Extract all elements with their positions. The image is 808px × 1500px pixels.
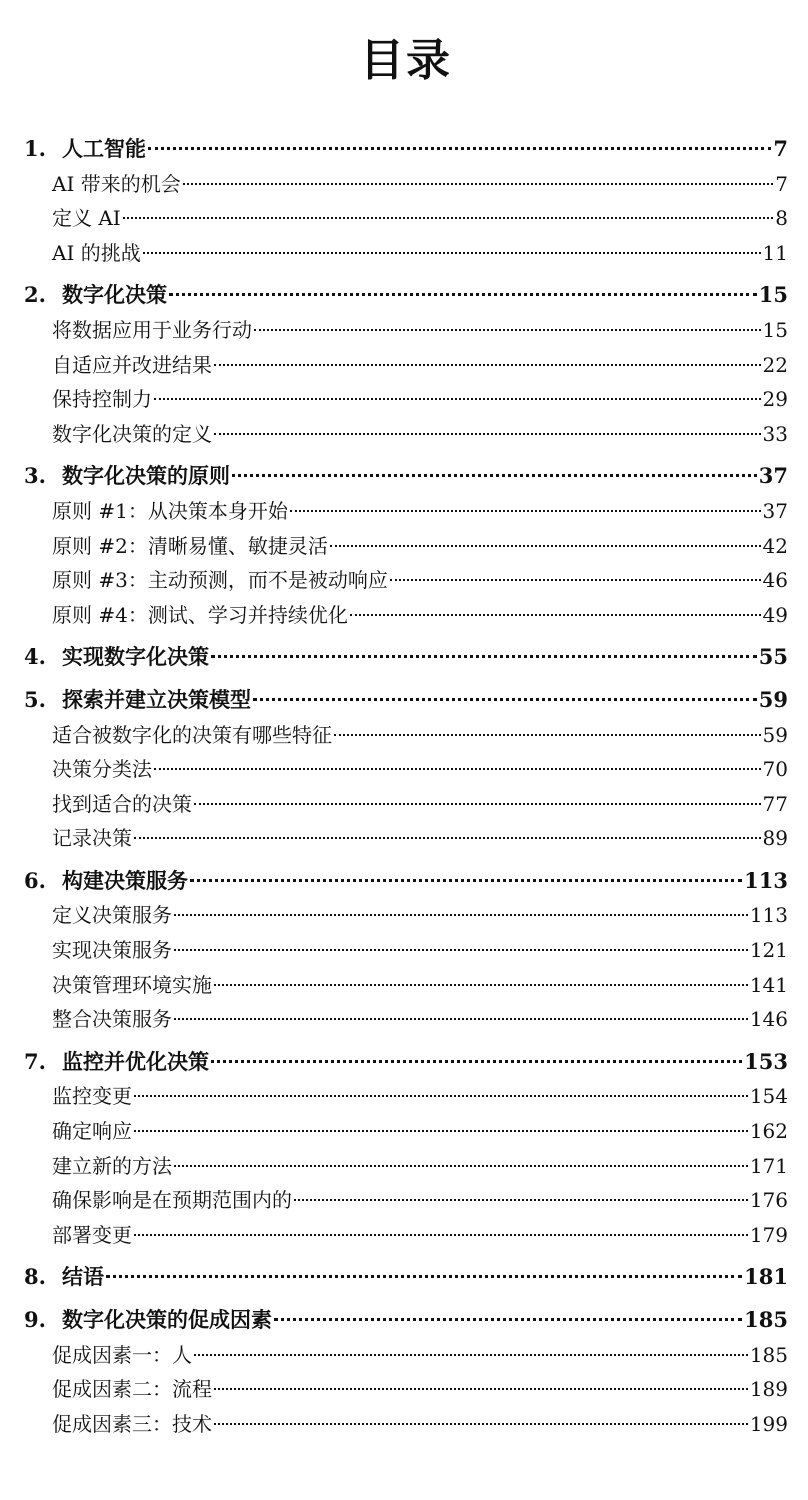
- toc-chapter-entry[interactable]: [24, 864, 788, 899]
- section-title: AI 带来的机会: [52, 171, 181, 196]
- dot-leader: [253, 698, 757, 701]
- toc-section-entry[interactable]: [24, 1338, 788, 1373]
- chapter-title: 构建决策服务: [62, 867, 188, 893]
- section-title: 原则 #3：主动预测，而不是被动响应: [52, 568, 388, 593]
- dot-leader: [154, 768, 761, 770]
- dot-leader: [174, 1018, 748, 1020]
- section-page-number: 15: [762, 317, 788, 342]
- toc-chapter-entry[interactable]: [24, 1260, 788, 1295]
- toc-section-entry[interactable]: [24, 313, 788, 348]
- section-title: 定义决策服务: [52, 903, 172, 928]
- section-page-number: 189: [749, 1377, 788, 1402]
- section-page-number: 11: [762, 240, 788, 265]
- chapter-number: 1.: [24, 136, 46, 161]
- section-title: 确定响应: [52, 1119, 132, 1144]
- section-page-number: 7: [775, 171, 788, 196]
- section-title: 将数据应用于业务行动: [52, 317, 252, 342]
- toc-chapter: [24, 1260, 788, 1295]
- toc-section-entry[interactable]: [24, 563, 788, 598]
- section-title: 定义 AI: [52, 206, 121, 231]
- section-title: 数字化决策的定义: [52, 421, 212, 446]
- dot-leader: [390, 579, 761, 581]
- dot-leader: [148, 147, 771, 150]
- chapter-number: 5.: [24, 686, 46, 712]
- dot-leader: [106, 1275, 742, 1278]
- section-title: 自适应并改进结果: [52, 352, 212, 377]
- toc-chapter: [24, 132, 788, 270]
- dot-leader: [134, 1130, 748, 1132]
- toc-chapter: [24, 278, 788, 451]
- chapter-title: 监控并优化决策: [62, 1048, 209, 1074]
- section-page-number: 77: [762, 791, 788, 816]
- toc-section-entry[interactable]: [24, 529, 788, 564]
- dot-leader: [143, 252, 761, 254]
- dot-leader: [214, 1423, 748, 1425]
- section-page-number: 49: [762, 602, 788, 627]
- section-page-number: 171: [749, 1153, 788, 1178]
- chapter-number: 6.: [24, 867, 46, 893]
- toc-chapter-entry[interactable]: [24, 459, 788, 494]
- chapter-page-number: 185: [744, 1307, 788, 1332]
- toc-section-entry[interactable]: [24, 417, 788, 452]
- chapter-title: 实现数字化决策: [62, 644, 209, 670]
- section-title: AI 的挑战: [52, 240, 141, 265]
- toc-section-entry[interactable]: [24, 236, 788, 271]
- toc-section-entry[interactable]: [24, 1218, 788, 1253]
- dot-leader: [232, 474, 757, 477]
- dot-leader: [214, 433, 761, 435]
- toc-chapter: [24, 683, 788, 856]
- dot-leader: [350, 614, 761, 616]
- chapter-page-number: 153: [744, 1048, 788, 1074]
- chapter-title: 数字化决策: [62, 282, 167, 308]
- dot-leader: [290, 510, 761, 512]
- dot-leader: [174, 914, 748, 916]
- section-title: 原则 #4：测试、学习并持续优化: [52, 602, 348, 627]
- chapter-page-number: 37: [758, 463, 788, 489]
- section-title: 找到适合的决策: [52, 791, 192, 816]
- section-page-number: 154: [749, 1084, 788, 1109]
- toc-section-entry[interactable]: [24, 968, 788, 1003]
- toc-section-entry[interactable]: [24, 201, 788, 236]
- toc-section-entry[interactable]: [24, 718, 788, 753]
- chapter-number: 3.: [24, 463, 46, 489]
- dot-leader: [174, 1165, 748, 1167]
- chapter-page-number: 181: [744, 1264, 788, 1290]
- toc-section-entry[interactable]: [24, 1079, 788, 1114]
- chapter-title: 数字化决策的原则: [62, 463, 230, 489]
- toc-section-entry[interactable]: [24, 1002, 788, 1037]
- section-page-number: 185: [749, 1342, 788, 1367]
- chapter-number: 8.: [24, 1264, 46, 1290]
- section-title: 记录决策: [52, 826, 132, 851]
- section-title: 决策分类法: [52, 757, 152, 782]
- section-page-number: 89: [762, 826, 788, 851]
- section-page-number: 59: [762, 722, 788, 747]
- chapter-number: 2.: [24, 282, 46, 308]
- section-title: 部署变更: [52, 1222, 132, 1247]
- toc-chapter: [24, 1045, 788, 1253]
- section-title: 促成因素三：技术: [52, 1411, 212, 1436]
- dot-leader: [214, 364, 761, 366]
- section-page-number: 162: [749, 1119, 788, 1144]
- section-title: 原则 #1：从决策本身开始: [52, 498, 288, 523]
- section-page-number: 8: [775, 206, 788, 231]
- section-page-number: 33: [762, 421, 788, 446]
- chapter-number: 9.: [24, 1307, 46, 1332]
- toc-chapter-entry[interactable]: [24, 1303, 788, 1338]
- toc-section-entry[interactable]: [24, 1183, 788, 1218]
- dot-leader: [211, 1060, 742, 1063]
- toc-section-entry[interactable]: [24, 382, 788, 417]
- toc-section-entry[interactable]: [24, 348, 788, 383]
- toc-chapter: [24, 640, 788, 675]
- toc-section-entry[interactable]: [24, 787, 788, 822]
- dot-leader: [190, 879, 742, 882]
- section-page-number: 179: [749, 1222, 788, 1247]
- section-page-number: 121: [749, 938, 788, 963]
- toc-section-entry[interactable]: [24, 1149, 788, 1184]
- chapter-page-number: 59: [758, 686, 788, 712]
- toc-section-entry[interactable]: [24, 598, 788, 633]
- section-page-number: 113: [749, 903, 788, 928]
- toc-section-entry[interactable]: [24, 752, 788, 787]
- section-title: 监控变更: [52, 1084, 132, 1109]
- chapter-page-number: 15: [758, 282, 788, 308]
- section-page-number: 199: [749, 1411, 788, 1436]
- dot-leader: [183, 183, 774, 185]
- section-title: 确保影响是在预期范围内的: [52, 1188, 292, 1213]
- chapter-number: 7.: [24, 1048, 46, 1074]
- section-page-number: 46: [762, 568, 788, 593]
- dot-leader: [154, 398, 761, 400]
- dot-leader: [330, 545, 761, 547]
- toc-section-entry[interactable]: [24, 1114, 788, 1149]
- section-page-number: 29: [762, 387, 788, 412]
- section-title: 促成因素一：人: [52, 1342, 192, 1367]
- toc-section-entry[interactable]: [24, 821, 788, 856]
- section-title: 促成因素二：流程: [52, 1377, 212, 1402]
- dot-leader: [174, 949, 748, 951]
- chapter-title: 人工智能: [62, 136, 146, 161]
- toc-chapter: [24, 864, 788, 1037]
- section-title: 整合决策服务: [52, 1007, 172, 1032]
- chapter-page-number: 113: [744, 867, 788, 893]
- toc-chapter-entry[interactable]: [24, 640, 788, 675]
- dot-leader: [254, 329, 761, 331]
- section-title: 保持控制力: [52, 387, 152, 412]
- chapter-title: 探索并建立决策模型: [62, 686, 251, 712]
- page-title: 目录: [360, 35, 452, 86]
- dot-leader: [214, 984, 748, 986]
- section-page-number: 22: [762, 352, 788, 377]
- toc-section-entry[interactable]: [24, 898, 788, 933]
- dot-leader: [123, 217, 774, 219]
- section-page-number: 42: [762, 533, 788, 558]
- toc-section-entry[interactable]: [24, 494, 788, 529]
- section-title: 适合被数字化的决策有哪些特征: [52, 722, 332, 747]
- section-title: 建立新的方法: [52, 1153, 172, 1178]
- section-page-number: 146: [749, 1007, 788, 1032]
- toc-chapter-entry[interactable]: [24, 278, 788, 313]
- toc-chapter-entry[interactable]: [24, 1045, 788, 1080]
- chapter-title: 数字化决策的促成因素: [62, 1307, 272, 1332]
- dot-leader: [134, 837, 761, 839]
- toc-section-entry[interactable]: [24, 1372, 788, 1407]
- toc-section-entry[interactable]: [24, 933, 788, 968]
- toc-chapter: [24, 1303, 788, 1441]
- chapter-title: 结语: [62, 1264, 104, 1290]
- section-page-number: 37: [762, 498, 788, 523]
- dot-leader: [194, 803, 761, 805]
- dot-leader: [194, 1354, 748, 1356]
- dot-leader: [134, 1095, 748, 1097]
- toc-chapter-entry[interactable]: [24, 132, 788, 167]
- section-page-number: 176: [749, 1188, 788, 1213]
- toc-chapter: [24, 459, 788, 632]
- chapter-page-number: 55: [758, 644, 788, 670]
- toc-section-entry[interactable]: [24, 1407, 788, 1442]
- section-title: 决策管理环境实施: [52, 972, 212, 997]
- chapter-page-number: 7: [773, 136, 788, 161]
- dot-leader: [214, 1388, 748, 1390]
- dot-leader: [334, 734, 761, 736]
- toc-section-entry[interactable]: [24, 167, 788, 202]
- dot-leader: [211, 655, 757, 658]
- chapter-number: 4.: [24, 644, 46, 670]
- section-title: 原则 #2：清晰易懂、敏捷灵活: [52, 533, 328, 558]
- dot-leader: [274, 1318, 742, 1321]
- section-title: 实现决策服务: [52, 938, 172, 963]
- table-of-contents: [24, 132, 788, 1441]
- dot-leader: [169, 293, 757, 296]
- dot-leader: [294, 1199, 748, 1201]
- toc-chapter-entry[interactable]: [24, 683, 788, 718]
- dot-leader: [134, 1234, 748, 1236]
- section-page-number: 70: [762, 757, 788, 782]
- section-page-number: 141: [749, 972, 788, 997]
